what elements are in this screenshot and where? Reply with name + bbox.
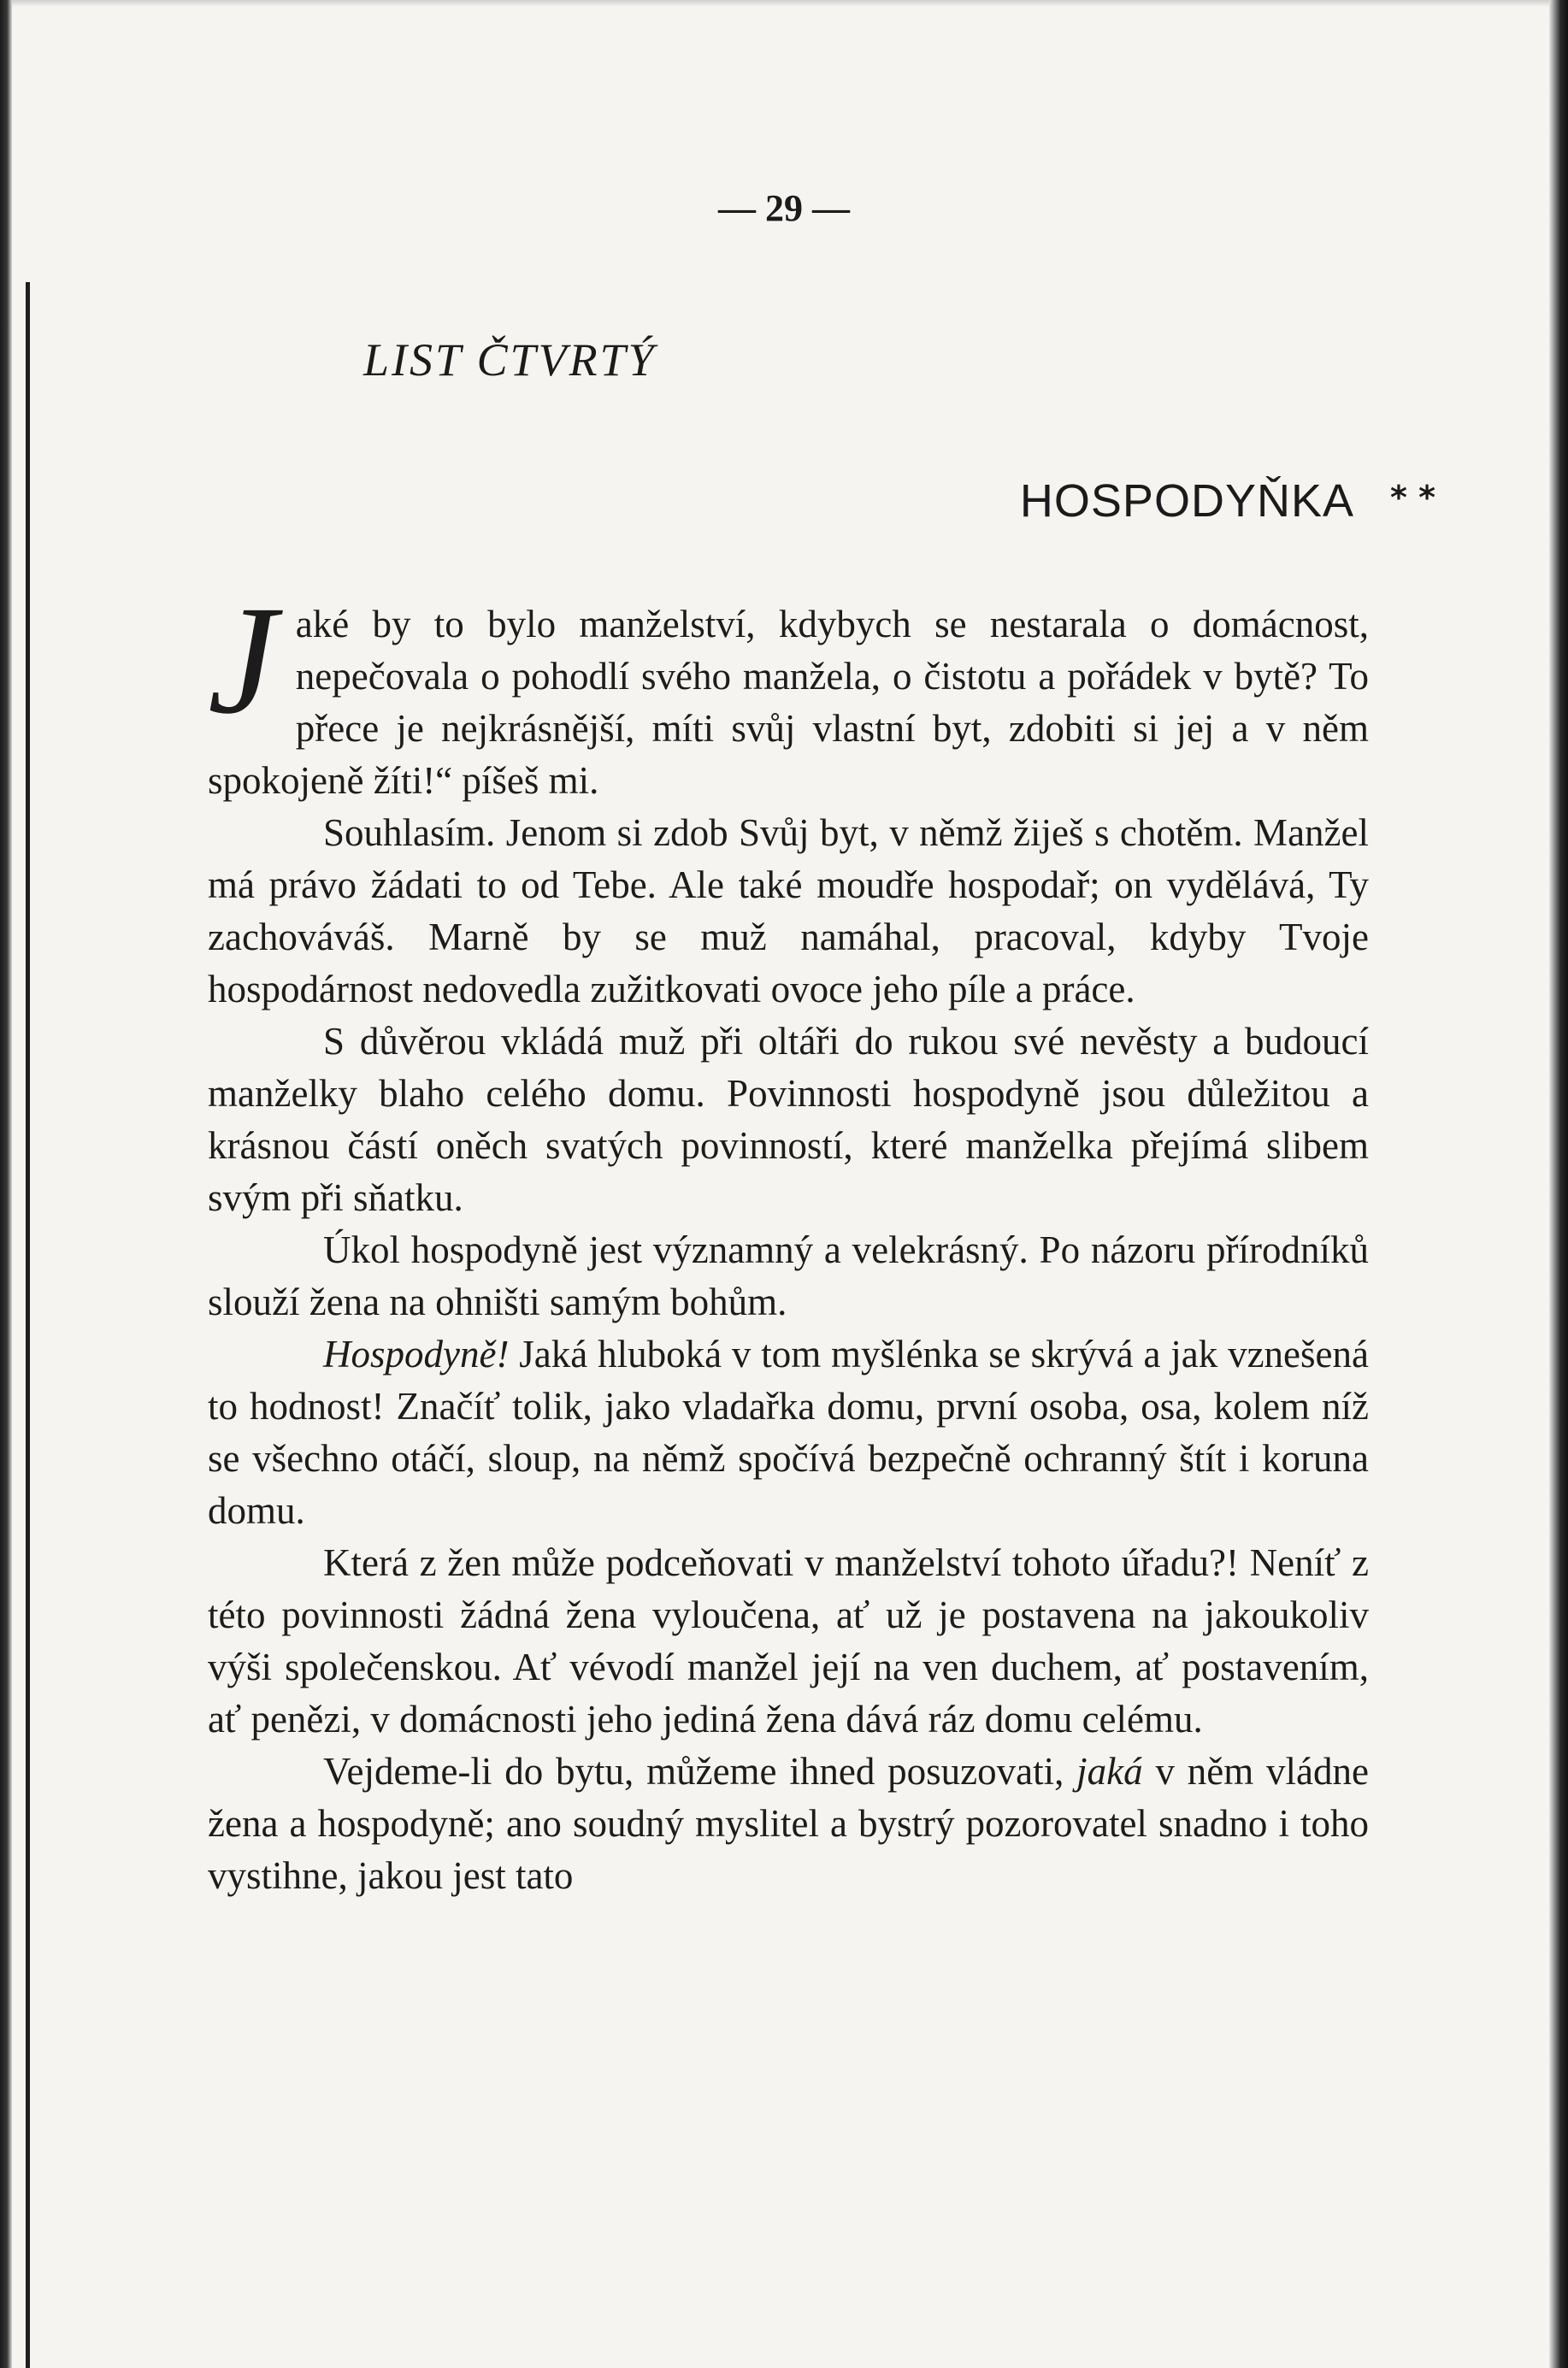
paragraph-4: Úkol hospodyně jest významný a velekrásný. Po názoru přírodníků slouží žena na ohništi samým bohům.: [208, 1228, 1369, 1323]
drop-cap: J: [208, 574, 277, 746]
ornament-asterisks: * *: [1390, 479, 1435, 516]
scan-top-edge: [0, 0, 1568, 7]
paragraph-5: [208, 1328, 1369, 1537]
paragraph-5-italic: Hospodyně!: [323, 1333, 510, 1375]
paragraph-1: [208, 574, 1369, 807]
paragraph-1-text: aké by to bylo manželství, kdybych se nestarala o domácnost, nepečovala o pohodlí svého manžela, o čistotu a pořádek v bytě? To přece je nejkrásnější, míti svůj vlastní byt, zdobiti si jej a v něm spokojeně žíti!“ píšeš mi.: [208, 603, 1369, 802]
section-title: HOSPODYŇKA: [1019, 475, 1354, 527]
paragraph-2: Souhlasím. Jenom si zdob Svůj byt, v němž žiješ s chotěm. Manžel má právo žádati to od Tebe. Ale také moudře hospodař; on vydělává, Ty zachováváš. Marně by se muž namáhal, pracoval, kdyby Tvoje hospodárnost nedovedla zužitkovati ovoce jeho píle a práce.: [208, 811, 1369, 1010]
body-text: [208, 574, 1369, 1902]
scan-right-edge: [1549, 0, 1568, 2368]
page-number: — 29 —: [718, 187, 850, 229]
paragraph-7-italic: jaká: [1076, 1750, 1143, 1793]
scan-binding-line: [26, 282, 30, 2368]
scan-binding-edge: [0, 0, 12, 2368]
paragraph-7-text-end: v něm vládne žena a hospodyně; ano soudný myslitel a bystrý pozorovatel snadno i toho vystihne, jakou jest tato: [208, 1750, 1369, 1897]
paragraph-5-text: Jaká hluboká v tom myšlénka se skrývá a jak vznešená to hodnost! Značíť tolik, jako vladařka domu, první osoba, osa, kolem níž se všechno otáčí, sloup, na němž spočívá bezpečně ochranný štít i koruna domu.: [208, 1333, 1369, 1532]
paragraph-6: Která z žen může podceňovati v manželství tohoto úřadu?! Neníť z této povinnosti žádná žena vyloučena, ať už je postavena na jakoukoliv výši společenskou. Ať vévodí manžel její na ven duchem, ať postavením, ať penězi, v domácnosti jeho jediná žena dává ráz domu celému.: [208, 1541, 1369, 1741]
paragraph-7-text: Vejdeme-li do bytu, můžeme ihned posuzovati,: [323, 1750, 1077, 1793]
letter-title: LIST ČTVRTÝ: [363, 334, 657, 386]
paragraph-3: S důvěrou vkládá muž při oltáři do rukou své nevěsty a budoucí manželky blaho celého domu. Povinnosti hospodyně jsou důležitou a krásnou částí oněch svatých povinností, které manželka přejímá slibem svým při sňatku.: [208, 1020, 1369, 1219]
paragraph-7: [208, 1746, 1369, 1902]
